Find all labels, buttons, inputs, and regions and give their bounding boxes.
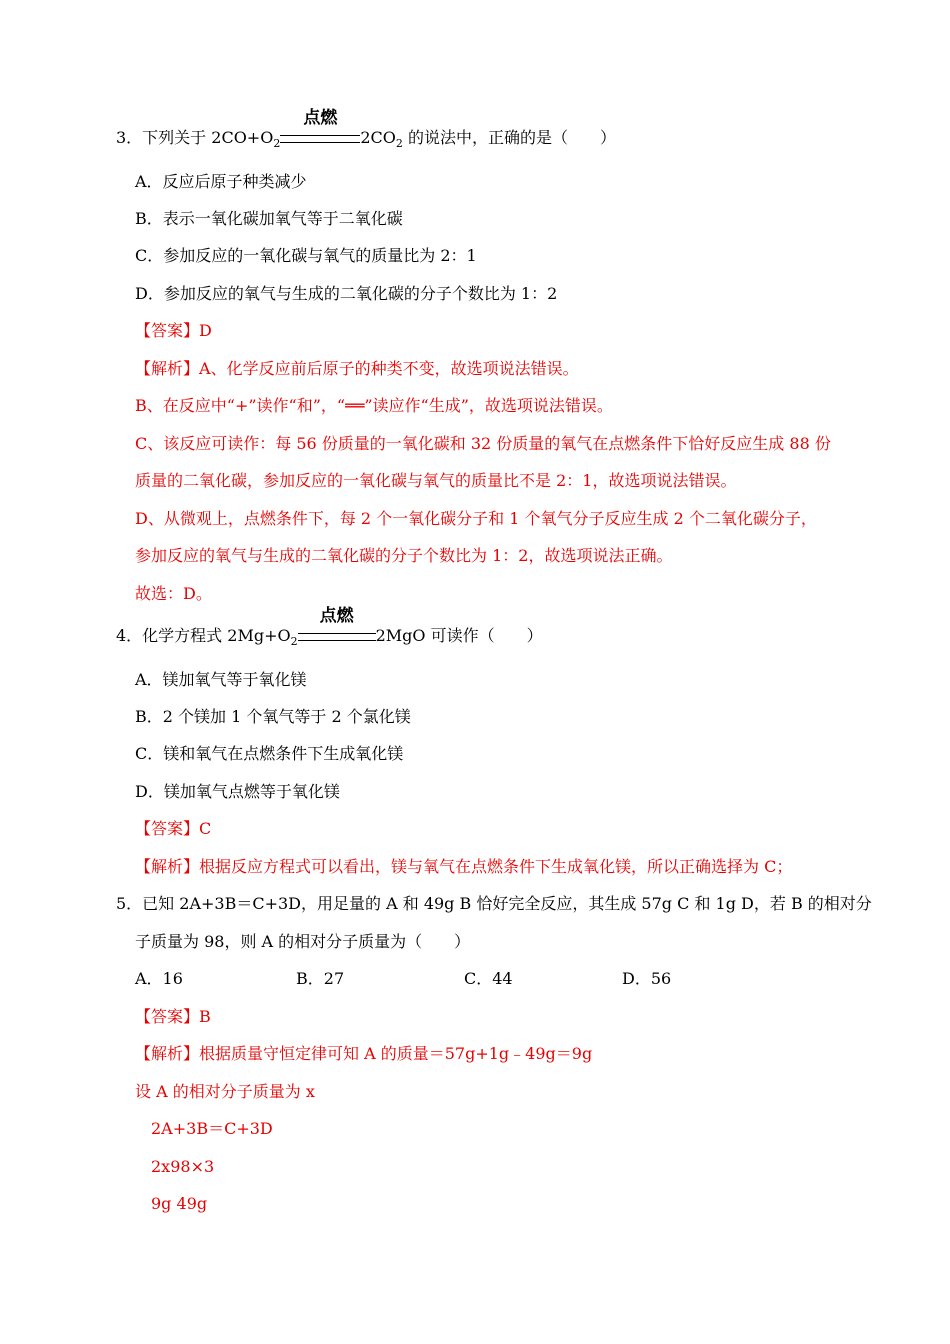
q5-stem-line: 5．已知 2A+3B＝C+3D，用足量的 A 和 49g B 恰好完全反应，其生成 57g C 和 1g D，若 B 的相对分 bbox=[116, 894, 872, 913]
q3-answer: 【答案】D bbox=[135, 321, 212, 340]
q3-analysis-line: 参加反应的氧气与生成的二氧化碳的分子个数比为 1：2，故选项说法正确。 bbox=[135, 546, 673, 565]
q5-analysis-line: 2A+3B＝C+3D bbox=[151, 1119, 273, 1138]
q3-stem: 3．下列关于 $2CO+O_2$ 点燃 $2CO_2$ 的说法中，正确的是（ ） bbox=[116, 108, 616, 151]
q5-answer: 【答案】B bbox=[135, 1007, 211, 1026]
q4-option-c: C．镁和氧气在点燃条件下生成氧化镁 bbox=[135, 744, 404, 763]
q3-option-b: B．表示一氧化碳加氧气等于二氧化碳 bbox=[135, 209, 403, 228]
q3-analysis-line: 【解析】A、化学反应前后原子的种类不变，故选项说法错误。 bbox=[135, 359, 579, 378]
q5-analysis-line: 【解析】根据质量守恒定律可知 A 的质量＝57g+1g﹣49g＝9g bbox=[135, 1044, 593, 1063]
q5-analysis-line: 2x98×3 bbox=[151, 1157, 215, 1176]
q4-answer: 【答案】C bbox=[135, 819, 212, 838]
q5-stem-line: 子质量为 98，则 A 的相对分子质量为（ ） bbox=[135, 932, 471, 951]
q3-analysis-line: D、从微观上，点燃条件下，每 2 个一氧化碳分子和 1 个氧气分子反应生成 2 个二氧化碳分子， bbox=[135, 509, 817, 528]
q4-option-b: B．2 个镁加 1 个氧气等于 2 个氯化镁 bbox=[135, 707, 411, 726]
reaction-arrow: 点燃 bbox=[280, 127, 360, 149]
q4-stem: 4．化学方程式 $2Mg+O_2$ 点燃 2MgO 可读作（ ） bbox=[116, 606, 543, 649]
q3-option-c: C．参加反应的一氧化碳与氧气的质量比为 2：1 bbox=[135, 246, 477, 265]
q5-option-a: A．16 bbox=[135, 969, 183, 988]
q3-analysis-line: 故选：D。 bbox=[135, 584, 212, 603]
q5-option-d: D．56 bbox=[622, 969, 672, 988]
q5-option-c: C．44 bbox=[464, 969, 513, 988]
q4-option-a: A．镁加氧气等于氧化镁 bbox=[135, 670, 307, 689]
q5-analysis-line: 设 A 的相对分子质量为 x bbox=[135, 1082, 315, 1101]
q4-option-d: D．镁加氧气点燃等于氧化镁 bbox=[135, 782, 340, 801]
q4-analysis: 【解析】根据反应方程式可以看出，镁与氧气在点燃条件下生成氧化镁，所以正确选择为 C； bbox=[135, 857, 793, 876]
q5-option-b: B．27 bbox=[296, 969, 345, 988]
q3-option-d: D．参加反应的氧气与生成的二氧化碳的分子个数比为 1：2 bbox=[135, 284, 558, 303]
q5-analysis-line: 9g 49g bbox=[151, 1194, 208, 1213]
reaction-arrow: 点燃 bbox=[298, 625, 376, 647]
q3-analysis-line: C、该反应可读作：每 56 份质量的一氧化碳和 32 份质量的氧气在点燃条件下恰好反应生成 88 份 bbox=[135, 434, 831, 453]
q3-option-a: A．反应后原子种类减少 bbox=[135, 172, 307, 191]
q3-analysis-line: B、在反应中“+”读作“和”，“══”读应作“生成”，故选项说法错误。 bbox=[135, 396, 613, 415]
q3-analysis-line: 质量的二氧化碳，参加反应的一氧化碳与氧气的质量比不是 2：1，故选项说法错误。 bbox=[135, 471, 737, 490]
